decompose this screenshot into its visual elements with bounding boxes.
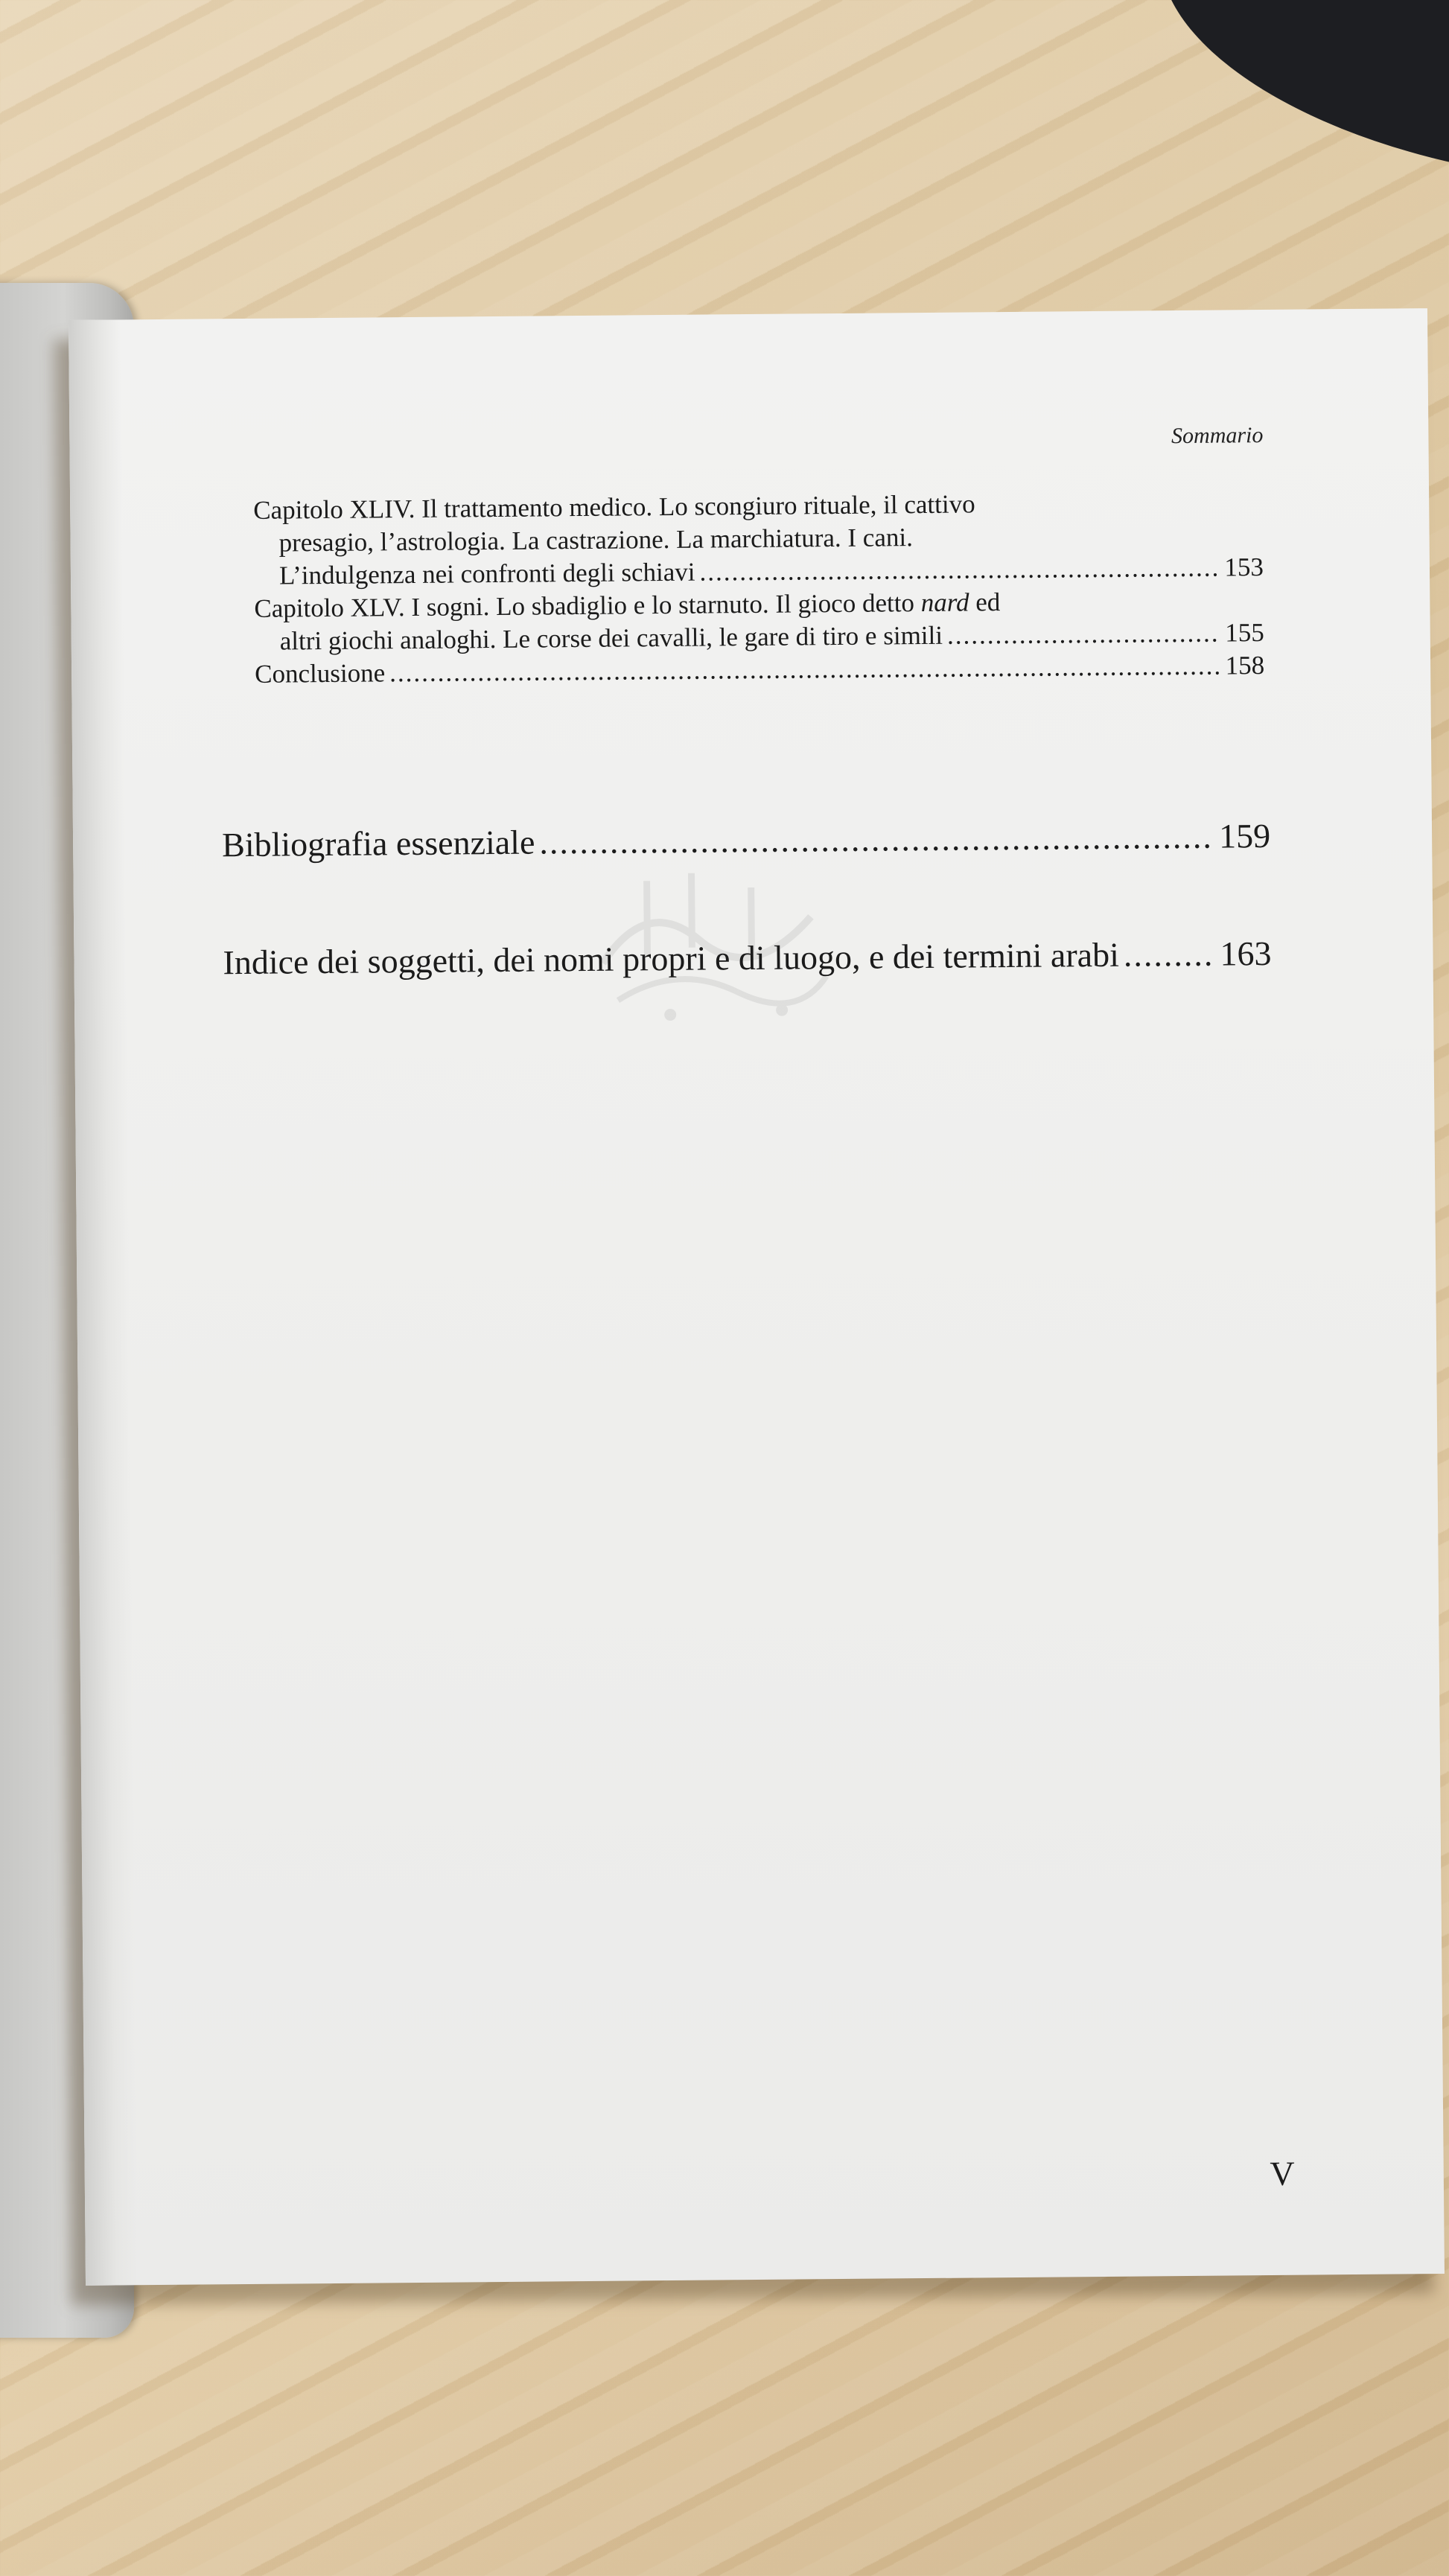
dot-leader (1124, 934, 1216, 975)
page-folio: V (1270, 2154, 1296, 2193)
toc-entry-chapter-44 (253, 485, 1264, 593)
toc-major-label: Indice dei soggetti, dei nomi propri e di luogo, e dei termini arabi (223, 935, 1120, 982)
toc-line: Capitolo XLV. I sogni. Lo sbadiglio e lo starnuto. Il gioco detto (254, 588, 915, 623)
toc-line: altri giochi analoghi. Le corse dei cavalli, le gare di tiro e simili (279, 620, 943, 656)
toc-line: Capitolo XLIV. Il trattamento medico. Lo scongiuro rituale, il cattivo (253, 489, 975, 525)
toc-major-label: Bibliografia essenziale (221, 823, 535, 864)
background-dark-corner (1136, 0, 1449, 175)
toc-line: ed (975, 587, 1001, 617)
toc-page-number: 159 (1218, 816, 1271, 855)
dot-leader (389, 650, 1221, 690)
toc-page-number: 158 (1225, 651, 1265, 680)
book-page (69, 308, 1445, 2286)
toc-page-number: 163 (1220, 934, 1272, 973)
running-head: Sommario (1171, 423, 1264, 449)
toc-line: L’indulgenza nei confronti degli schiavi (278, 557, 695, 590)
toc-entry-chapter-45 (254, 584, 1264, 658)
toc-line: presagio, l’astrologia. La castrazione. La marchiatura. I cani. (278, 523, 914, 558)
dot-leader (947, 617, 1221, 652)
toc-line: Conclusione (254, 658, 386, 689)
italic-term: nard (920, 587, 969, 618)
toc-entry-index (223, 934, 1271, 982)
toc-page-number: 155 (1225, 618, 1264, 648)
toc-page-number: 153 (1224, 552, 1264, 582)
dot-leader (699, 552, 1220, 589)
